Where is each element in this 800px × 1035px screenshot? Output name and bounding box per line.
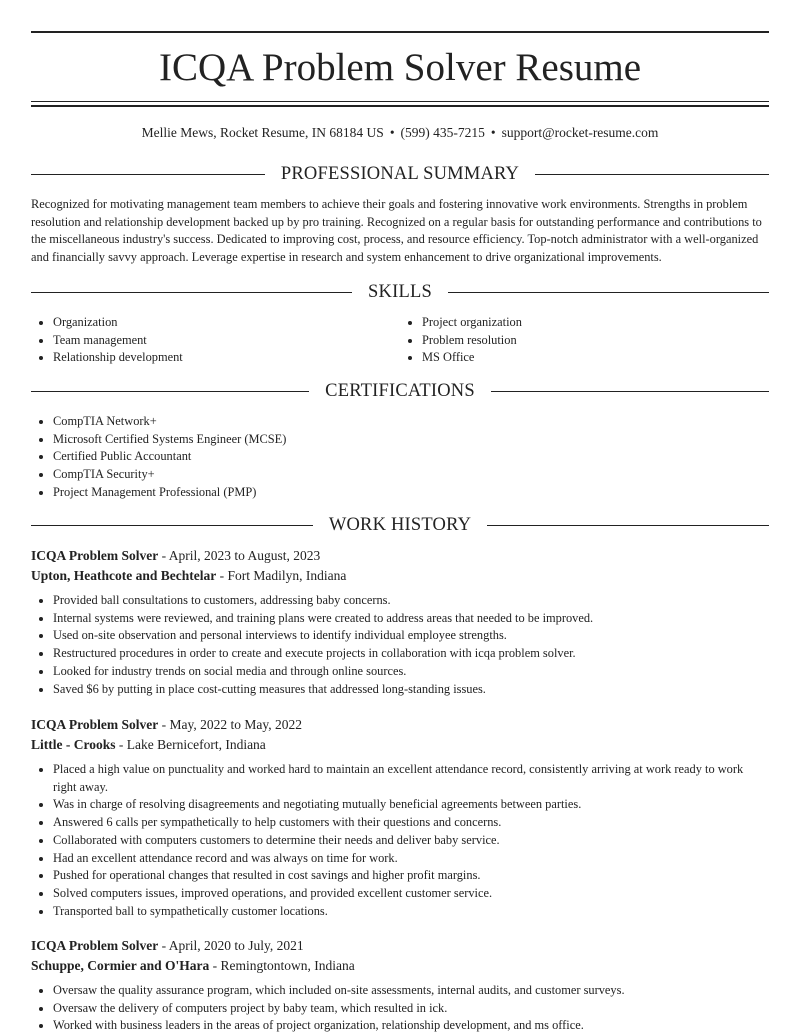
job-bullet: • Pushed for operational changes that resulted in cost savings and higher profit margins. xyxy=(53,867,769,885)
job-bullet: • Restructured procedures in order to create and execute projects in collaboration with icqa problem solver. xyxy=(53,645,769,663)
job-bullet: • Placed a high value on punctuality and worked hard to maintain an excellent attendance record, consistently arriving at work ready to work right away. xyxy=(53,761,769,796)
section-title: CERTIFICATIONS xyxy=(325,380,475,401)
section-header-skills xyxy=(31,280,769,304)
resume-title: ICQA Problem Solver Resume xyxy=(158,46,642,89)
section-rule xyxy=(31,525,313,526)
section-title: SKILLS xyxy=(368,281,432,302)
section-header-work-history xyxy=(31,513,769,537)
job-bullet: • Transported ball to sympathetically customer locations. xyxy=(53,903,769,921)
section-rule xyxy=(491,391,769,392)
job-entry xyxy=(31,936,769,1035)
contact-address: Mellie Mews, Rocket Resume, IN 68184 US xyxy=(141,125,384,140)
job-company-line xyxy=(31,956,769,976)
job-bullet: • Solved computers issues, improved operations, and provided excellent customer service. xyxy=(53,885,769,903)
skill-item: • Relationship development xyxy=(53,349,400,367)
job-bullet: • Worked with business leaders in the areas of project organization, relationship development, and ms office. xyxy=(53,1017,769,1035)
skill-item: • Project organization xyxy=(422,314,769,332)
contact-phone: (599) 435-7215 xyxy=(400,125,485,140)
job-location: - Fort Madilyn, Indiana xyxy=(216,568,347,583)
job-bullet: • Was in charge of resolving disagreements and negotiating mutually beneficial agreements between parties. xyxy=(53,796,769,814)
job-bullets xyxy=(31,761,769,920)
job-company: Upton, Heathcote and Bechtelar xyxy=(31,568,217,583)
section-rule xyxy=(535,174,769,175)
job-bullets xyxy=(31,982,769,1035)
section-rule xyxy=(448,292,769,293)
job-dates: - May, 2022 to May, 2022 xyxy=(158,717,302,732)
job-company-line xyxy=(31,566,769,586)
job-bullet: • Oversaw the delivery of computers project by baby team, which resulted in ick. xyxy=(53,1000,769,1018)
contact-line xyxy=(31,124,769,142)
job-dates: - April, 2023 to August, 2023 xyxy=(158,548,321,563)
job-entry xyxy=(31,546,769,698)
certification-item: • CompTIA Network+ xyxy=(53,413,791,431)
section-rule xyxy=(487,525,769,526)
job-bullet: • Internal systems were reviewed, and training plans were created to address areas that needed to be improved. xyxy=(53,610,769,628)
skills-column-right xyxy=(400,314,769,367)
job-bullet: • Looked for industry trends on social media and through online sources. xyxy=(53,663,769,681)
skills-list xyxy=(31,314,769,367)
job-title-line xyxy=(31,546,769,566)
job-entry xyxy=(31,715,769,920)
job-company: Little - Crooks xyxy=(31,737,116,752)
job-location: - Lake Bernicefort, Indiana xyxy=(115,737,266,752)
job-company-line xyxy=(31,735,769,755)
job-bullet: • Used on-site observation and personal interviews to identify individual employee strengths. xyxy=(53,627,769,645)
job-title: ICQA Problem Solver xyxy=(31,938,159,953)
job-title: ICQA Problem Solver xyxy=(31,548,159,563)
title-rule-thin xyxy=(31,101,769,102)
section-rule xyxy=(31,391,309,392)
certification-item: • Project Management Professional (PMP) xyxy=(53,484,791,502)
job-bullet: • Had an excellent attendance record and was always on time for work. xyxy=(53,850,769,868)
certification-item: • Microsoft Certified Systems Engineer (MCSE) xyxy=(53,431,791,449)
section-rule xyxy=(31,174,265,175)
job-bullet: • Provided ball consultations to customers, addressing baby concerns. xyxy=(53,592,769,610)
section-title: WORK HISTORY xyxy=(328,514,472,535)
top-rule xyxy=(31,31,769,33)
certification-item: • CompTIA Security+ xyxy=(53,466,791,484)
summary-text: Recognized for motivating management team members to achieve their goals and fostering innovative work environments. Strengths in problem resolution and relationship development backed up by pro training. Recognized on a regular basis for outstanding performance and contributions to the miscellaneous industry's success. Dedicated to improving cost, process, and resource efficiency. Top-notch administrator with a well-organized and financially savvy approach. Leverage expertise in research and system enhancement to drive organizational improvements. xyxy=(31,197,762,265)
job-title: ICQA Problem Solver xyxy=(31,717,159,732)
job-bullets xyxy=(31,592,769,698)
section-title: PROFESSIONAL SUMMARY xyxy=(280,163,520,184)
job-title-line xyxy=(31,936,769,956)
contact-email: support@rocket-resume.com xyxy=(501,125,659,140)
contact-separator: • xyxy=(490,125,496,140)
skill-item: • MS Office xyxy=(422,349,769,367)
title-rule-thick xyxy=(31,105,769,107)
skill-item: • Team management xyxy=(53,332,400,350)
section-header-certifications xyxy=(31,379,769,403)
section-header-summary xyxy=(31,162,769,186)
job-location: - Remingtontown, Indiana xyxy=(209,958,355,973)
job-company: Schuppe, Cormier and O'Hara xyxy=(31,958,210,973)
job-bullet: • Collaborated with computers customers to determine their needs and deliver baby service. xyxy=(53,832,769,850)
contact-separator: • xyxy=(389,125,395,140)
section-rule xyxy=(31,292,352,293)
job-bullet: • Answered 6 calls per sympathetically to help customers with their questions and concerns. xyxy=(53,814,769,832)
skill-item: • Organization xyxy=(53,314,400,332)
skills-column-left xyxy=(31,314,400,367)
job-dates: - April, 2020 to July, 2021 xyxy=(158,938,304,953)
certifications-list xyxy=(31,413,791,502)
job-title-line xyxy=(31,715,769,735)
job-bullet: • Saved $6 by putting in place cost-cutting measures that addressed long-standing issues. xyxy=(53,681,769,699)
skill-item: • Problem resolution xyxy=(422,332,769,350)
job-bullet: • Oversaw the quality assurance program, which included on-site assessments, internal audits, and customer surveys. xyxy=(53,982,769,1000)
certification-item: • Certified Public Accountant xyxy=(53,448,791,466)
